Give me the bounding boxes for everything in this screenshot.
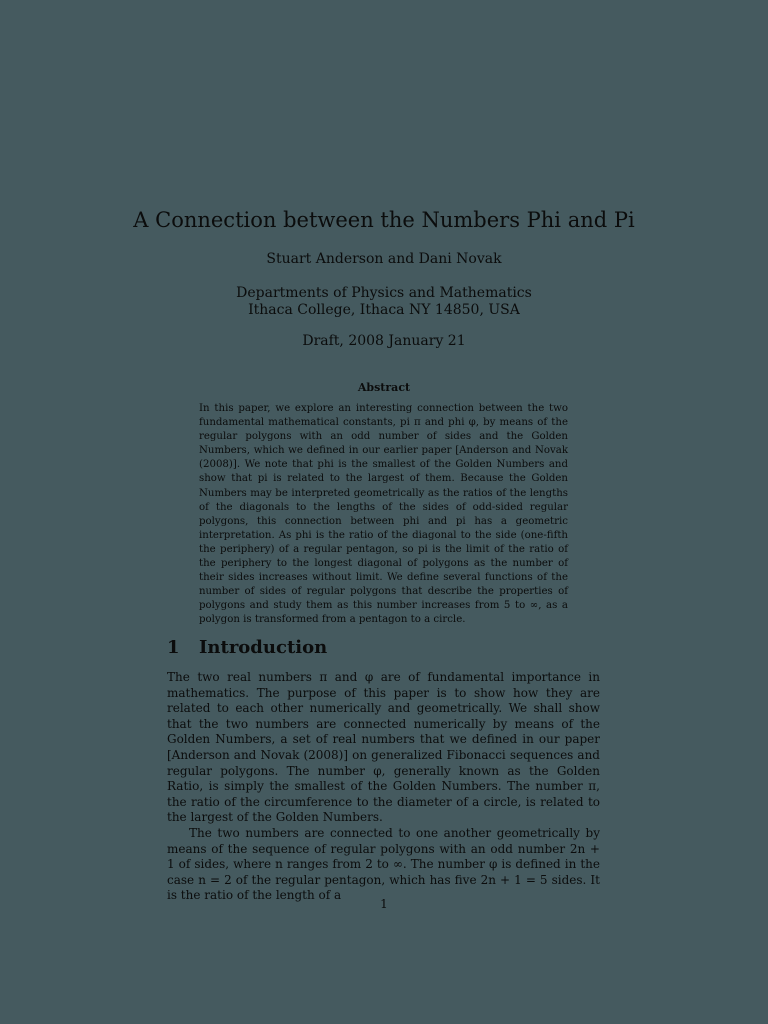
section-number: 1: [167, 637, 180, 658]
paper-title: A Connection between the Numbers Phi and Pi: [133, 208, 635, 232]
abstract-heading: Abstract: [357, 381, 411, 394]
body-paragraph-2: The two numbers are connected to one another geometrically by means of the sequence of regular polygons with an odd number 2n + 1 of sides, where n ranges from 2 to ∞. The number φ is defined in the case n = 2 of the regular pentagon, which has five 2n + 1 = 5 sides. It is the ratio of the length of a: [167, 825, 600, 903]
affiliation-line-1: Departments of Physics and Mathematics: [236, 285, 532, 301]
author-list: Stuart Anderson and Dani Novak: [266, 251, 502, 267]
page-number: 1: [380, 897, 388, 911]
section-body: [167, 670, 600, 904]
draft-date: Draft, 2008 January 21: [302, 333, 466, 349]
body-paragraph-1: The two real numbers π and φ are of fundamental importance in mathematics. The purpose of this paper is to show how they are related to each other numerically and geometrically. We shall show that the two numbers are connected numerically by means of the Golden Numbers, a set of real numbers that we defined in our paper [Anderson and Novak (2008)] on generalized Fibonacci sequences and regular polygons. The number φ, generally known as the Golden Ratio, is simply the smallest of the Golden Numbers. The number π, the ratio of the circumference to the diameter of a circle, is related to the largest of the Golden Numbers.: [167, 670, 600, 825]
affiliation-line-2: Ithaca College, Ithaca NY 14850, USA: [248, 302, 520, 318]
affiliation: [0, 285, 768, 319]
section-title: Introduction: [199, 637, 328, 658]
section-heading: [167, 637, 327, 659]
abstract-text: In this paper, we explore an interesting connection between the two fundamental mathematical constants, pi π and phi φ, by means of the regular polygons with an odd number of sides and the Golden Numbers, which we defined in our earlier paper [Anderson and Novak (2008)]. We note that phi is the smallest of the Golden Numbers and show that pi is related to the largest of them. Because the Golden Numbers may be interpreted geometrically as the ratios of the lengths of the diagonals to the lengths of the sides of odd-sided regular polygons, this connection between phi and pi has a geometric interpretation. As phi is the ratio of the diagonal to the side (one-fifth the periphery) of a regular pentagon, so pi is the limit of the ratio of the periphery to the longest diagonal of polygons as the number of their sides increases without limit. We define several functions of the number of sides of regular polygons that describe the properties of polygons and study them as this number increases from 5 to ∞, as a polygon is transformed from a pentagon to a circle.: [199, 403, 568, 626]
